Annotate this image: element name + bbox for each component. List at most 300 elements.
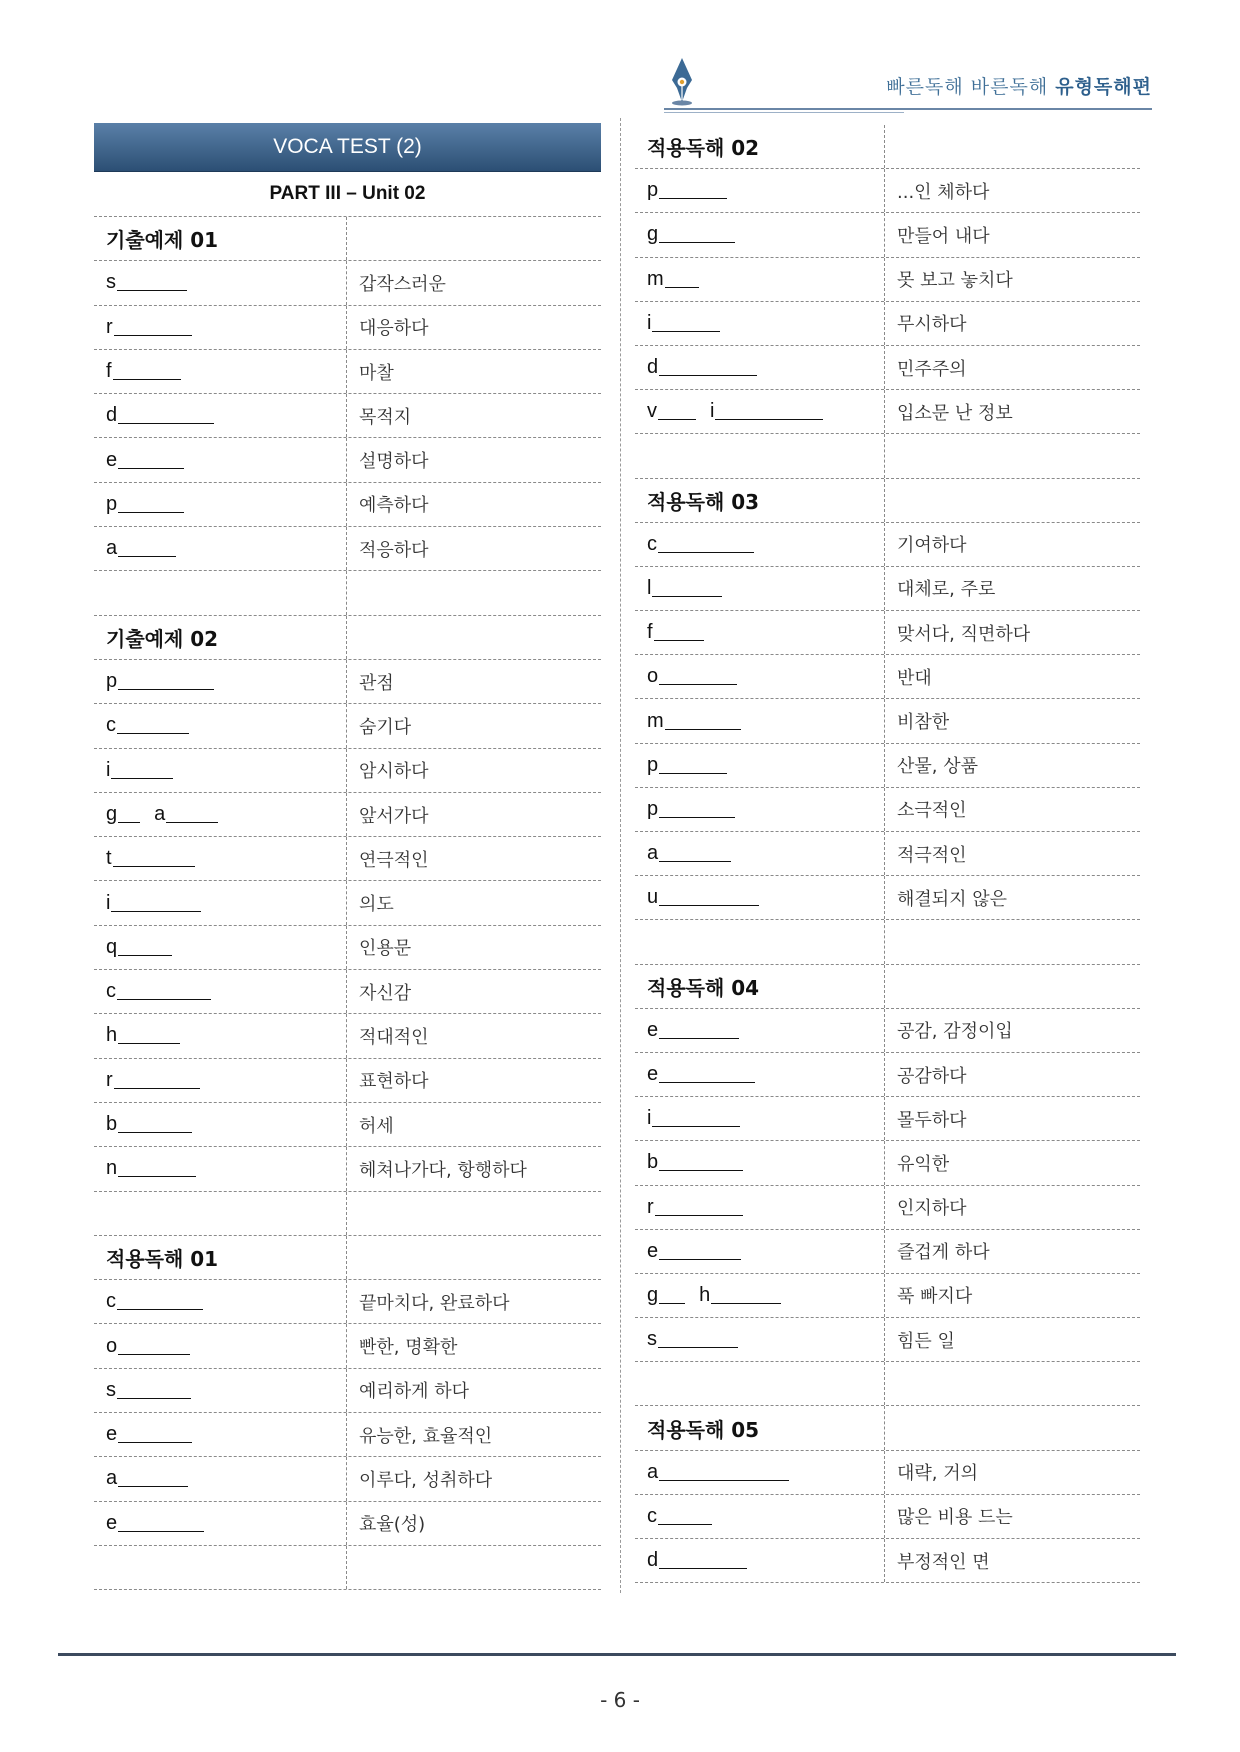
word-blank-cell bbox=[635, 1274, 885, 1317]
word-blank-cell bbox=[94, 350, 347, 393]
vocab-row bbox=[635, 390, 1140, 434]
fill-in-blank bbox=[113, 850, 195, 867]
initial-letter: e bbox=[647, 1018, 659, 1041]
fill-in-blank bbox=[711, 1287, 781, 1304]
korean-meaning: 입소문 난 정보 bbox=[897, 402, 1013, 424]
section-heading-row bbox=[94, 1236, 601, 1280]
section-heading-row bbox=[94, 616, 601, 660]
fill-in-blank bbox=[659, 1552, 747, 1569]
empty-row bbox=[635, 1362, 1140, 1406]
fill-in-blank bbox=[118, 407, 214, 424]
empty-cell bbox=[635, 920, 885, 963]
vocab-row bbox=[635, 1230, 1140, 1274]
korean-meaning: 산물, 상품 bbox=[897, 756, 978, 778]
initial-letter: r bbox=[106, 1068, 113, 1091]
fountain-pen-nib-icon bbox=[668, 58, 696, 106]
vocab-row bbox=[635, 1451, 1140, 1495]
word-blank-cell bbox=[635, 699, 885, 742]
fill-in-blank bbox=[118, 540, 176, 557]
vocab-row bbox=[94, 1457, 601, 1501]
korean-meaning: 목적지 bbox=[359, 406, 412, 428]
empty-cell bbox=[94, 1192, 347, 1235]
vocab-row bbox=[94, 1014, 601, 1058]
empty-cell bbox=[885, 434, 1140, 477]
vocab-row bbox=[635, 169, 1140, 213]
korean-meaning: 비참한 bbox=[897, 712, 950, 734]
empty-row bbox=[94, 571, 601, 615]
vocab-row bbox=[94, 1059, 601, 1103]
footer-rule bbox=[58, 1653, 1176, 1656]
initial-letter: i bbox=[647, 1107, 652, 1130]
word-blank-cell bbox=[635, 1318, 885, 1361]
fill-in-blank bbox=[658, 1508, 712, 1525]
initial-letter: c bbox=[106, 714, 116, 737]
fill-in-blank bbox=[654, 624, 704, 641]
korean-meaning: 맞서다, 직면하다 bbox=[897, 623, 1031, 645]
korean-meaning: 대략, 거의 bbox=[897, 1463, 978, 1485]
korean-meaning: 반대 bbox=[897, 667, 932, 689]
word-blank-cell bbox=[635, 213, 885, 256]
word-blank-cell bbox=[635, 1097, 885, 1140]
fill-in-blank bbox=[652, 1110, 740, 1127]
fill-in-blank bbox=[113, 363, 181, 380]
vocab-row bbox=[94, 881, 601, 925]
empty-cell bbox=[635, 434, 885, 477]
fill-in-blank bbox=[118, 1515, 204, 1532]
header-title bbox=[886, 72, 1152, 99]
header-rule bbox=[664, 108, 1152, 110]
korean-meaning: 숨기다 bbox=[359, 716, 412, 738]
word-blank-cell bbox=[635, 1053, 885, 1096]
korean-meaning: 적응하다 bbox=[359, 539, 429, 561]
fill-in-blank bbox=[659, 226, 735, 243]
korean-meaning: 이루다, 성취하다 bbox=[359, 1469, 493, 1491]
initial-letter: i bbox=[710, 400, 715, 423]
word-blank-cell bbox=[635, 346, 885, 389]
word-blank-cell bbox=[94, 1147, 347, 1190]
korean-meaning: 푹 빠지다 bbox=[897, 1286, 973, 1308]
initial-letter: g bbox=[647, 1283, 659, 1306]
korean-meaning: 표현하다 bbox=[359, 1071, 429, 1093]
word-blank-cell bbox=[635, 655, 885, 698]
fill-in-blank bbox=[658, 1331, 738, 1348]
word-blank-cell bbox=[635, 1141, 885, 1184]
korean-meaning: 의도 bbox=[359, 894, 394, 916]
header-title-prefix: 빠른독해 바른독해 bbox=[886, 76, 1056, 98]
vocab-row bbox=[635, 611, 1140, 655]
word-blank-cell bbox=[635, 1539, 885, 1582]
word-blank-cell bbox=[94, 660, 347, 703]
fill-in-blank bbox=[166, 806, 218, 823]
empty-row bbox=[635, 434, 1140, 478]
korean-meaning: 인용문 bbox=[359, 938, 412, 960]
fill-in-blank bbox=[117, 717, 189, 734]
meaning-cell-empty bbox=[885, 965, 1140, 1008]
vocab-row bbox=[635, 346, 1140, 390]
fill-in-blank bbox=[655, 1199, 743, 1216]
vocab-row bbox=[94, 704, 601, 748]
part-unit-label: PART III – Unit 02 bbox=[94, 172, 601, 217]
korean-meaning: 소극적인 bbox=[897, 800, 967, 822]
fill-in-blank bbox=[118, 1470, 188, 1487]
initial-letter: c bbox=[647, 1504, 657, 1527]
vocab-row bbox=[94, 970, 601, 1014]
header-title-bold: 유형독해편 bbox=[1055, 76, 1152, 98]
initial-letter: d bbox=[647, 1549, 659, 1572]
fill-in-blank bbox=[659, 1464, 789, 1481]
word-blank-cell bbox=[635, 169, 885, 212]
vocab-row bbox=[94, 1147, 601, 1191]
vocab-row bbox=[635, 1186, 1140, 1230]
meaning-cell-empty bbox=[347, 1236, 601, 1279]
vocab-row bbox=[635, 1274, 1140, 1318]
column-divider bbox=[620, 118, 621, 1593]
word-blank-cell bbox=[94, 1413, 347, 1456]
section-heading: 적용독해 04 bbox=[635, 965, 885, 1008]
fill-in-blank bbox=[118, 1160, 196, 1177]
vocab-row bbox=[635, 1141, 1140, 1185]
word-blank-cell bbox=[94, 483, 347, 526]
korean-meaning: 유능한, 효율적인 bbox=[359, 1425, 493, 1447]
initial-letter: e bbox=[647, 1239, 659, 1262]
vocab-row bbox=[94, 749, 601, 793]
fill-in-blank bbox=[118, 496, 184, 513]
vocab-row bbox=[635, 876, 1140, 920]
korean-meaning: 연극적인 bbox=[359, 849, 429, 871]
empty-cell bbox=[885, 1362, 1140, 1405]
vocab-row bbox=[94, 306, 601, 350]
initial-letter: o bbox=[647, 665, 659, 688]
section-heading: 적용독해 02 bbox=[635, 125, 885, 168]
vocab-row bbox=[94, 438, 601, 482]
vocab-row bbox=[94, 1103, 601, 1147]
initial-letter: i bbox=[106, 891, 111, 914]
initial-letter: p bbox=[647, 797, 659, 820]
korean-meaning: 예측하다 bbox=[359, 495, 429, 517]
initial-letter: o bbox=[106, 1334, 118, 1357]
initial-letter: a bbox=[106, 537, 118, 560]
word-blank-cell bbox=[94, 1502, 347, 1545]
fill-in-blank bbox=[118, 452, 184, 469]
vocab-row bbox=[94, 1413, 601, 1457]
empty-cell bbox=[885, 920, 1140, 963]
word-blank-cell bbox=[94, 527, 347, 570]
vocab-row bbox=[94, 350, 601, 394]
vocab-row bbox=[635, 302, 1140, 346]
korean-meaning: 끝마치다, 완료하다 bbox=[359, 1292, 510, 1314]
fill-in-blank bbox=[659, 182, 727, 199]
fill-in-blank bbox=[659, 1154, 743, 1171]
fill-in-blank bbox=[118, 1027, 180, 1044]
initial-letter: e bbox=[106, 448, 118, 471]
korean-meaning: 적대적인 bbox=[359, 1026, 429, 1048]
fill-in-blank bbox=[659, 845, 731, 862]
empty-cell bbox=[347, 1546, 601, 1589]
korean-meaning: 갑작스러운 bbox=[359, 273, 446, 295]
vocab-row bbox=[635, 1009, 1140, 1053]
fill-in-blank bbox=[659, 1066, 755, 1083]
fill-in-blank bbox=[658, 403, 696, 420]
word-blank-cell bbox=[635, 1451, 885, 1494]
fill-in-blank bbox=[118, 939, 172, 956]
vocab-row bbox=[94, 793, 601, 837]
initial-letter: q bbox=[106, 935, 118, 958]
right-vocab-table bbox=[635, 125, 1140, 1583]
fill-in-blank bbox=[118, 673, 214, 690]
fill-in-blank bbox=[118, 806, 140, 823]
initial-letter: m bbox=[647, 709, 664, 732]
empty-row bbox=[635, 920, 1140, 964]
word-blank-cell bbox=[94, 749, 347, 792]
initial-letter: t bbox=[106, 847, 112, 870]
korean-meaning: 예리하게 하다 bbox=[359, 1381, 470, 1403]
empty-cell bbox=[94, 571, 347, 614]
initial-letter: i bbox=[647, 311, 652, 334]
word-blank-cell bbox=[94, 438, 347, 481]
fill-in-blank bbox=[659, 801, 735, 818]
meaning-cell-empty bbox=[885, 1406, 1140, 1449]
empty-row bbox=[94, 1546, 601, 1590]
korean-meaning: 못 보고 놓치다 bbox=[897, 270, 1013, 292]
korean-meaning: 공감하다 bbox=[897, 1065, 967, 1087]
word-blank-cell bbox=[635, 611, 885, 654]
word-blank-cell bbox=[635, 567, 885, 610]
vocab-row bbox=[635, 1097, 1140, 1141]
fill-in-blank bbox=[117, 1293, 203, 1310]
word-blank-cell bbox=[94, 970, 347, 1013]
vocab-row bbox=[94, 926, 601, 970]
vocab-row bbox=[94, 660, 601, 704]
word-blank-cell bbox=[635, 390, 885, 433]
initial-letter: v bbox=[647, 400, 657, 423]
empty-cell bbox=[635, 1362, 885, 1405]
fill-in-blank bbox=[659, 1243, 741, 1260]
initial-letter: d bbox=[106, 404, 118, 427]
initial-letter: i bbox=[106, 758, 111, 781]
korean-meaning: 대체로, 주로 bbox=[897, 579, 996, 601]
meaning-cell-empty bbox=[885, 125, 1140, 168]
word-blank-cell bbox=[94, 1014, 347, 1057]
initial-letter: a bbox=[647, 1460, 659, 1483]
initial-letter: a bbox=[106, 1467, 118, 1490]
initial-letter: e bbox=[647, 1063, 659, 1086]
fill-in-blank bbox=[659, 668, 737, 685]
initial-letter: s bbox=[106, 1378, 116, 1401]
initial-letter: p bbox=[106, 492, 118, 515]
word-blank-cell bbox=[635, 523, 885, 566]
initial-letter: c bbox=[647, 532, 657, 555]
right-column bbox=[635, 125, 1140, 1583]
fill-in-blank bbox=[117, 274, 187, 291]
korean-meaning: 효율(성) bbox=[359, 1514, 426, 1536]
fill-in-blank bbox=[659, 359, 757, 376]
initial-letter: m bbox=[647, 267, 664, 290]
word-blank-cell bbox=[635, 876, 885, 919]
word-blank-cell bbox=[94, 926, 347, 969]
fill-in-blank bbox=[659, 757, 727, 774]
korean-meaning: 설명하다 bbox=[359, 451, 429, 473]
korean-meaning: 마찰 bbox=[359, 362, 394, 384]
vocab-row bbox=[94, 1324, 601, 1368]
korean-meaning: 허세 bbox=[359, 1115, 394, 1137]
fill-in-blank bbox=[652, 580, 722, 597]
korean-meaning: 유익한 bbox=[897, 1153, 950, 1175]
meaning-cell-empty bbox=[347, 616, 601, 659]
fill-in-blank bbox=[111, 762, 173, 779]
initial-letter: g bbox=[106, 803, 118, 825]
section-heading: 적용독해 05 bbox=[635, 1406, 885, 1449]
initial-letter: f bbox=[106, 360, 112, 383]
word-blank-cell bbox=[94, 1324, 347, 1367]
vocab-row bbox=[94, 1502, 601, 1546]
initial-letter: h bbox=[106, 1024, 118, 1047]
word-blank-cell bbox=[635, 258, 885, 301]
word-blank-cell bbox=[94, 1457, 347, 1500]
fill-in-blank bbox=[652, 315, 720, 332]
vocab-row bbox=[635, 258, 1140, 302]
initial-letter: p bbox=[647, 753, 659, 776]
initial-letter: f bbox=[647, 621, 653, 644]
vocab-row bbox=[635, 1053, 1140, 1097]
vocab-row bbox=[635, 213, 1140, 257]
korean-meaning: 민주주의 bbox=[897, 358, 967, 380]
initial-letter: a bbox=[154, 803, 166, 825]
section-heading-row bbox=[635, 479, 1140, 523]
fill-in-blank bbox=[665, 271, 699, 288]
vocab-row bbox=[94, 394, 601, 438]
section-heading: 적용독해 01 bbox=[94, 1236, 347, 1279]
fill-in-blank bbox=[659, 1287, 685, 1304]
vocab-row bbox=[635, 1539, 1140, 1583]
fill-in-blank bbox=[118, 1338, 190, 1355]
korean-meaning: 무시하다 bbox=[897, 314, 967, 336]
empty-cell bbox=[347, 571, 601, 614]
fill-in-blank bbox=[659, 889, 759, 906]
korean-meaning: 즐겁게 하다 bbox=[897, 1242, 990, 1264]
section-heading: 적용독해 03 bbox=[635, 479, 885, 522]
page-number: - 6 - bbox=[600, 1688, 640, 1712]
initial-letter: h bbox=[699, 1283, 711, 1306]
initial-letter: g bbox=[647, 223, 659, 246]
voca-test-title: VOCA TEST (2) bbox=[94, 123, 601, 172]
korean-meaning: 적극적인 bbox=[897, 844, 967, 866]
section-heading-row bbox=[94, 217, 601, 261]
korean-meaning: 해결되지 않은 bbox=[897, 888, 1008, 910]
initial-letter: u bbox=[647, 886, 659, 909]
word-blank-cell bbox=[94, 394, 347, 437]
korean-meaning: 빤한, 명확한 bbox=[359, 1337, 458, 1359]
initial-letter: b bbox=[106, 1113, 118, 1136]
vocab-row bbox=[635, 832, 1140, 876]
vocab-row bbox=[635, 788, 1140, 832]
vocab-row bbox=[635, 655, 1140, 699]
initial-letter: s bbox=[106, 271, 116, 294]
section-heading: 기출예제 01 bbox=[94, 217, 347, 260]
page-header bbox=[660, 56, 1152, 112]
korean-meaning: 관점 bbox=[359, 672, 394, 694]
vocab-row bbox=[635, 744, 1140, 788]
word-blank-cell bbox=[94, 793, 347, 836]
word-blank-cell bbox=[94, 1280, 347, 1323]
initial-letter: n bbox=[106, 1157, 118, 1180]
section-heading-row bbox=[635, 1406, 1140, 1450]
word-blank-cell bbox=[635, 302, 885, 345]
vocab-row bbox=[94, 1369, 601, 1413]
korean-meaning: 헤쳐나가다, 항행하다 bbox=[359, 1159, 527, 1181]
word-blank-cell bbox=[635, 744, 885, 787]
word-blank-cell bbox=[635, 1009, 885, 1052]
fill-in-blank bbox=[118, 1426, 192, 1443]
initial-letter: l bbox=[647, 576, 652, 599]
korean-meaning: 암시하다 bbox=[359, 761, 429, 783]
section-heading-row bbox=[635, 965, 1140, 1009]
fill-in-blank bbox=[114, 1072, 200, 1089]
fill-in-blank bbox=[114, 319, 192, 336]
word-blank-cell bbox=[635, 788, 885, 831]
fill-in-blank bbox=[665, 713, 741, 730]
section-heading-row bbox=[635, 125, 1140, 169]
word-blank-cell bbox=[635, 1186, 885, 1229]
fill-in-blank bbox=[658, 536, 754, 553]
meaning-cell-empty bbox=[885, 479, 1140, 522]
section-heading: 기출예제 02 bbox=[94, 616, 347, 659]
header-sub-rule bbox=[664, 112, 904, 113]
korean-meaning: 공감, 감정이입 bbox=[897, 1021, 1013, 1043]
word-blank-cell bbox=[94, 1369, 347, 1412]
korean-meaning: 자신감 bbox=[359, 982, 412, 1004]
vocab-row bbox=[94, 837, 601, 881]
word-blank-cell bbox=[94, 837, 347, 880]
korean-meaning: 몰두하다 bbox=[897, 1109, 967, 1131]
korean-meaning: 인지하다 bbox=[897, 1198, 967, 1220]
fill-in-blank bbox=[659, 1022, 739, 1039]
vocab-row bbox=[94, 483, 601, 527]
fill-in-blank bbox=[715, 403, 823, 420]
word-blank-cell bbox=[94, 1103, 347, 1146]
initial-letter: e bbox=[106, 1423, 118, 1446]
empty-cell bbox=[347, 1192, 601, 1235]
korean-meaning: ...인 체하다 bbox=[897, 181, 990, 203]
fill-in-blank bbox=[117, 983, 211, 1000]
word-blank-cell bbox=[635, 1495, 885, 1538]
word-blank-cell bbox=[94, 881, 347, 924]
fill-in-blank bbox=[117, 1382, 191, 1399]
left-vocab-table bbox=[94, 217, 601, 1590]
initial-letter: r bbox=[647, 1195, 654, 1218]
word-blank-cell bbox=[635, 832, 885, 875]
vocab-row bbox=[635, 1495, 1140, 1539]
vocab-row bbox=[635, 567, 1140, 611]
vocab-row bbox=[635, 1318, 1140, 1362]
korean-meaning: 만들어 내다 bbox=[897, 225, 990, 247]
vocab-row bbox=[94, 261, 601, 305]
initial-letter: s bbox=[647, 1328, 657, 1351]
empty-row bbox=[94, 1192, 601, 1236]
meaning-cell-empty bbox=[347, 217, 601, 260]
korean-meaning: 대응하다 bbox=[359, 318, 429, 340]
fill-in-blank bbox=[111, 895, 201, 912]
initial-letter: c bbox=[106, 1290, 116, 1313]
fill-in-blank bbox=[118, 1116, 192, 1133]
korean-meaning: 힘든 일 bbox=[897, 1330, 955, 1352]
empty-cell bbox=[94, 1546, 347, 1589]
word-blank-cell bbox=[635, 1230, 885, 1273]
initial-letter: r bbox=[106, 315, 113, 338]
word-blank-cell bbox=[94, 1059, 347, 1102]
korean-meaning: 많은 비용 드는 bbox=[897, 1507, 1013, 1529]
korean-meaning: 기여하다 bbox=[897, 535, 967, 557]
vocab-row bbox=[635, 523, 1140, 567]
